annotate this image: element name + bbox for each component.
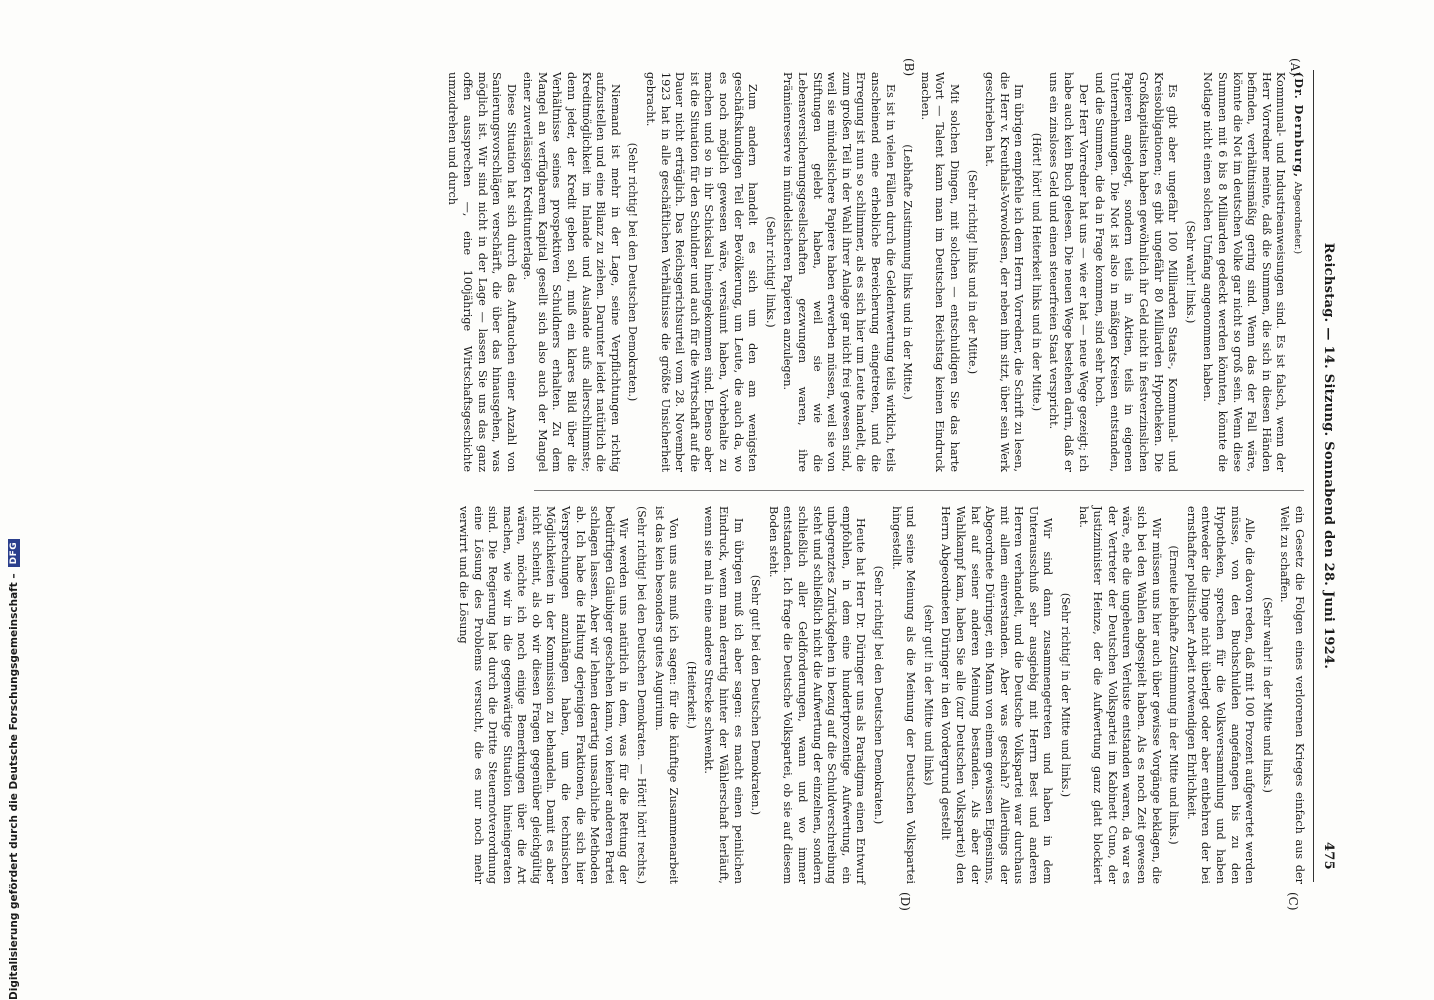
interjection: (Heiterkeit.) [684,661,698,729]
paragraph: Wir werden uns natürlich in dem, was für die Rettung der bedürftigen Gläubiger geschehen kann, von keiner anderen Partei schlagen lassen. Aber wir lehnen derartig unsachliche Methoden ab. Ich habe die Haltung derjenigen Fraktionen, die sich hier Versprechungen anzuhängen haben, um die technischen Möglichkeiten in der Kommission zu behandeln. Damit es aber nicht scheint, als ob wir diesen Fragen gegenüber gleichgültig wären, möchte ich noch einige Bemerkungen über die Art machen, wie wir in die gegenwärtige Situation hineingeraten sind. Die Regierung hat durch die Dritte Steuernotverordnung eine Lösung des Problems versucht, die es nur noch mehr verwirrt und die Lösung [456,506,631,884]
funding-note [4,240,24,1000]
paragraph: Diese Situation hat sich durch das Auftauchen einer Anzahl von Sanierungsvorschlägen verschärft, die über das hinausgehen, was möglich ist. Wir sind nicht in der Lage — lassen Sie uns das ganz offen aussprechen —, eine 100jährige Wirtschaftsgeschichte umzudrehen und durch [446,72,518,472]
speaker-role: Abgeordneter.) [1292,181,1303,255]
interjection: (Sehr wahr! in der Mitte und links.) [1260,597,1274,793]
paragraph: Der Herr Vorredner hat uns — wie er hat — neue Wege gezeigt; ich habe auch kein Buch gelesen. Die neuen Wege bestehen darin, daß er uns ein zinsloses Geld und einen steuerfreien Staat verspricht. [1047,72,1090,472]
paragraph: Wir sind dann zusammengetreten und haben in dem Unterausschuß sehr ausgiebig mit Herrn Best und anderen Herren verhandelt, und die Deutsche Volkspartei war durchaus mit allem einverstanden. Aber was geschah? Allerdings der Abgeordnete Düringer, ein Mann von einem gewissen Eigensinns, hat auf seiner anderen Meinung bestanden. Als aber der Wahlkampf kam, haben Sie alle (zur Deutschen Volkspartei) den Herrn Abgeordneten Düringer in den Vordergrund gestellt [939,506,1055,884]
paragraph: Heute hat Herr Dr. Düringer uns als Paradigma einen Entwurf empfohlen, in dem eine hundertprozentige Aufwertung, ein unbegrenztes Zurückgehen in bezug auf die Schuldverschreibung steht und schließlich nicht die Aufwertung der einzelnen, sondern schließlich aller Geldforderungen, wann und wo immer entstanden. Ich frage die Deutsche Volkspartei, ob sie auf diesem Boden steht. [766,506,868,884]
interjection: (Lebhafte Zustimmung links und in der Mitte.) [901,144,915,400]
running-title: Reichstag. — 14. Sitzung. Sonnabend den 28. Juni 1924. [1321,242,1336,670]
interjection: (Sehr richtig! in der Mitte und links.) [1059,592,1073,798]
speaker-name: (Dr. Dernburg, [1292,72,1306,179]
interjection: (Sehr wahr! links.) [1183,220,1197,324]
paragraph: Im übrigen muß ich aber sagen: es macht einen peinlichen Eindruck, wenn man derartig hinter der Wählerschaft herläuft, wenn sie mal in eine andere Strecke schwenkt. [702,506,745,884]
page-header [1316,70,1336,870]
paragraph: Mit solchen Dingen, mit solchen — entschuldigen Sie das harte Wort — Talent kann man im Deutschen Reichstag keinen Eindruck machen. [918,72,961,472]
paragraph: Kommunal- und Industrieanweisungen sind. Es ist falsch, wenn der Herr Vorredner meinte, daß die Summen, die sich in diesen Händen befinden, verhältnismäßig gering sind. Wenn das der Fall wäre, könnte die Not im deutschen Volke gar nicht so groß sein. Wenn diese Summen mit 6 bis 8 Milliarden gedeckt werden könnten, könnte die Notlage nicht einen solchen Umfang angenommen haben. [1201,72,1288,472]
paragraph: Im übrigen empfehle ich dem Herrn Vorredner, die Schrift zu lesen, die Herr v. Kreuthals-Vorwoldsen, der neben ihm sitzt, über sein Werk geschrieben hat. [983,72,1026,472]
paragraph: ein Gesetz die Folgen eines verlorenen Krieges einfach aus der Welt zu schaffen. [1278,506,1306,884]
interjection: (Erneute lebhafte Zustimmung in der Mitte und links.) [1167,545,1181,845]
interjection: (Sehr richtig! links und in der Mitte.) [965,169,979,375]
header-rule [1313,70,1314,882]
margin-letter-c: (C) [1286,892,1300,911]
interjection: (Sehr richtig! links.) [763,216,777,328]
speaker-line [1289,72,1306,472]
right-column [456,506,1306,884]
interjection: (Hört! hört! und Heiterkeit links und in der Mitte.) [1029,132,1043,412]
funding-text: Digitalisierung gefördert durch die Deutsche Forschungsgemeinschaft – [8,573,20,1000]
interjection: (Sehr richtig! bei den Deutschen Demokraten.) [626,142,640,402]
paragraph: Wir müssen uns hier auch über gewisse Vorgänge beklagen, die sich bei den Wahlen abgespielt haben. Als es noch Zeit gewesen wäre, ehe die ungeheuren Verluste entstanden waren, da war es der Vertreter der Deutschen Volkspartei im Kabinett Cuno, der Justizminister Heinze, der die Aufwertung ganz glatt blockiert hat. [1076,506,1163,884]
interjection: (sehr gut! in der Mitte und links) [921,604,935,786]
page-number: 475 [1321,841,1336,870]
paragraph: Zum andern handelt es sich um den am wenigsten geschäftskundigen Teil der Bevölkerung, um Leute, die auch da, wo es noch möglich gewesen wäre, versäumt haben, Vorbehalte zu machen und so in ihr Schicksal hineingekommen sind. Ebenso aber ist die Situation für den Schuldner und auch für die Wirtschaft auf die Dauer nicht erträglich. Das Reichsgerichtsurteil vom 28. November 1923 hat in alle geschäftlichen Verhältnisse die größte Unsicherheit gebracht. [644,72,760,472]
dfg-logo: DFG [8,539,20,568]
paragraph: Niemand ist mehr in der Lage, seine Verpflichtungen richtig aufzustellen und eine Bilanz zu ziehen. Darunter leidet natürlich die Kreditmöglichkeit im Inlande und Auslande aufs allerschlimmste; denn jeder, der Kredit geben soll, muß ein klares Bild über die Verhältnisse seines prospektiven Schuldners erhalten. Zu dem Mangel an verfügbarem Kapital gesellt sich also auch der Mangel einer zuverlässigen Kreditunterlage. [521,72,622,472]
paragraph: Von uns aus muß ich sagen: für die künftige Zusammenarbeit ist das kein besonders gutes Augurium. [652,506,681,884]
paragraph: Alle, die davon reden, daß mit 100 Prozent aufgewertet werden müsse, von den Buchschulden angefangen bis zu den Hypotheken, sprechen für die Volksversammlung und haben entweder die Dinge nicht überlegt oder aber entbehren der bei ernsthafter politischer Arbeit notwendigen Ehrlichkeit. [1184,506,1257,884]
margin-letter-d: (D) [898,892,912,911]
margin-letter-b: (B) [902,58,916,77]
interjection: (Sehr richtig! bei den Deutschen Demokraten.) [871,565,885,825]
column-divider [534,490,1304,491]
interjection: (Sehr richtig! bei den Deutschen Demokraten. — Hört! hört! rechts.) [635,506,649,884]
paragraph: und seine Meinung als die Meinung der Deutschen Volkspartei hingestellt. [889,506,918,884]
interjection: (Sehr gut! bei den Deutschen Demokraten.) [749,574,763,816]
left-column [446,72,1306,472]
margin-letter-a: (A) [1288,58,1302,77]
paragraph: Es gibt aber ungefähr 100 Milliarden Staats-, Kommunal- und Kreisobligationen; es gibt ungefähr 80 Milliarden Hypotheken. Die Großkapitalisten haben gewöhnlich ihr Geld nicht in festverzinslichen Papieren angelegt, sondern teils in Aktien, teils in eigenen Unternehmungen. Die Not ist also in mäßigen Kreisen entstanden, und die Summen, die da in Frage kommen, sind sehr hoch. [1093,72,1180,472]
paragraph: Es ist in vielen Fällen durch die Geldentwertung teils wirklich, teils anscheinend eine erhebliche Bereicherung eingetreten, und die Erregung ist nun so schlimmer, als es sich hier um Leute handelt, die zum großen Teil in der Wahl ihrer Anlage gar nicht frei gewesen sind, weil sie mündelsichere Papiere haben erwerben müssen, weil sie von Stiftungen gelebt haben, weil sie wie die Lebensversicherungsgesellschaften gezwungen waren, ihre Prämienreserve in mündelsicheren Papieren anzulegen. [781,72,897,472]
